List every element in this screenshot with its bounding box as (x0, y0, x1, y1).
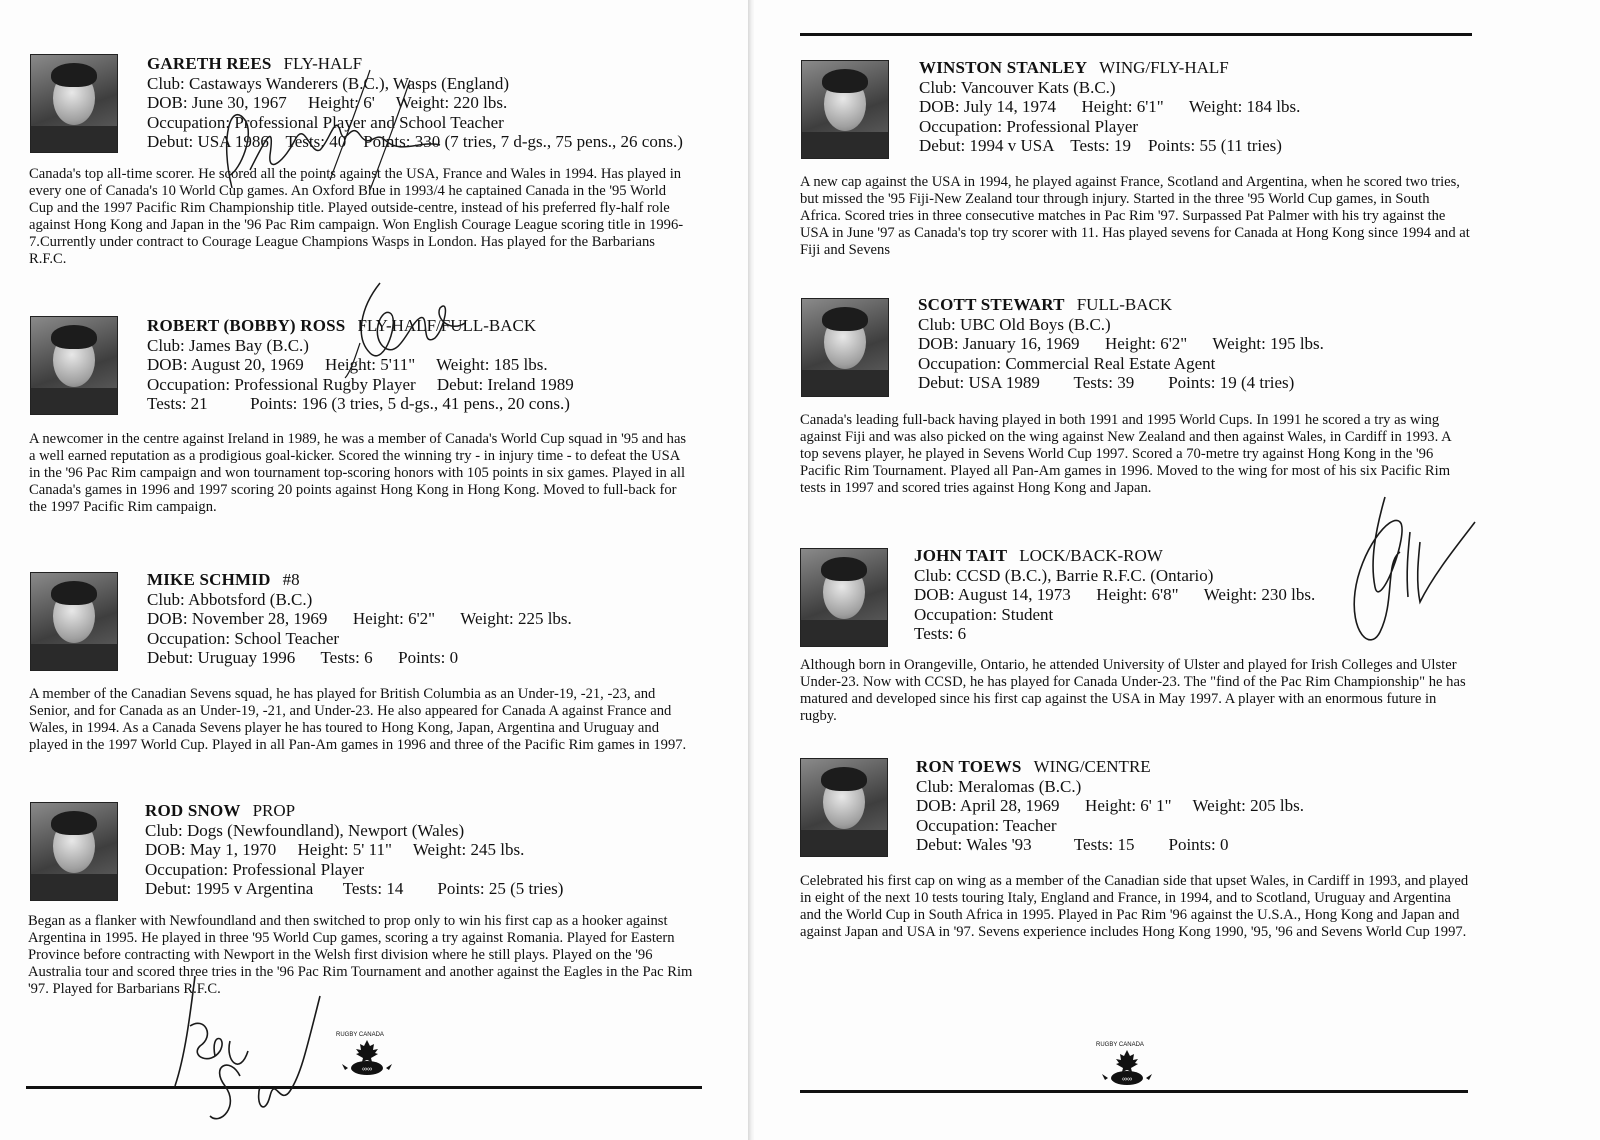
svg-text:∞∞: ∞∞ (362, 1066, 372, 1073)
player-bio-mike-schmid: A member of the Canadian Sevens squad, he has played for British Columbia as an Under-19, -21, -23, and Senior, and for Canada as an Under-19, -21, and Under-23. He also appeared for Canada A against France and Wales, in 1994. As a Canada Sevens player he has toured to Hong Kong, Japan, Argentina and Uruguay and played in the 1997 World Cup. Played in all Pan-Am games in 1996 and three of the Pacific Rim games in 1997. (29, 686, 687, 754)
player-info-gareth-rees (147, 54, 683, 152)
player-name: WINSTON STANLEY (919, 58, 1088, 77)
player-photo-winston-stanley (801, 60, 889, 159)
player-name: GARETH REES (147, 54, 272, 73)
maple-leaf-icon (356, 1040, 378, 1062)
player-photo-rod-snow (30, 802, 118, 901)
bottom-rule-right (800, 1090, 1468, 1093)
player-occupation: Occupation: Student (914, 604, 1054, 624)
player-position: WING/CENTRE (1033, 757, 1151, 776)
player-bio-ron-toews: Celebrated his first cap on wing as a member of the Canadian side that upset Wales, in Cardiff in 1993, and played in eight of the next 10 tests touring Italy, England and France, in 1994, and to Scotland, Uruguay and Argentina and the World Cup in South Africa in 1995. Played in Pac Rim '96 against the U.S.A., Hong Kong and Japan and against Japan and USA in '97. Sevens experience includes Hong Kong 1990, '95, '96 and Sevens World Cup 1997. (800, 873, 1469, 941)
player-info-rod-snow (145, 801, 563, 899)
player-dob: DOB: May 1, 1970 Height: 5' 11" Weight: 245 lbs. (145, 840, 525, 859)
player-position: FULL-BACK (1076, 295, 1173, 314)
player-name: MIKE SCHMID (147, 570, 271, 589)
player-position: FLY-HALF (283, 54, 363, 73)
player-occupation: Occupation: Teacher (916, 815, 1057, 835)
player-info-scott-stewart (918, 295, 1324, 393)
player-name: ROBERT (BOBBY) ROSS (147, 316, 346, 335)
player-position: FLY-HALF/FULL-BACK (357, 316, 537, 335)
player-debut: Debut: 1995 v Argentina Tests: 14 Points: 25 (5 tries) (145, 879, 564, 898)
player-club: Club: UBC Old Boys (B.C.) (918, 314, 1111, 334)
rugby-canada-logo (330, 1026, 404, 1078)
player-photo-mike-schmid (30, 572, 118, 671)
player-club: Club: Abbotsford (B.C.) (147, 589, 313, 609)
player-name: SCOTT STEWART (918, 295, 1065, 314)
player-occupation: Occupation: School Teacher (147, 628, 340, 648)
player-name: ROD SNOW (145, 801, 241, 820)
player-info-mike-schmid (147, 570, 572, 668)
player-debut: Debut: Wales '93 Tests: 15 Points: 0 (916, 835, 1229, 854)
player-tests: Tests: 21 Points: 196 (3 tries, 5 d-gs., 41 pens., 20 cons.) (147, 394, 570, 413)
player-debut: Debut: USA 1989 Tests: 39 Points: 19 (4 tries) (918, 373, 1295, 392)
player-dob: DOB: July 14, 1974 Height: 6'1" Weight: 184 lbs. (919, 97, 1301, 116)
player-position: WING/FLY-HALF (1099, 58, 1229, 77)
player-bio-winston-stanley: A new cap against the USA in 1994, he played against France, Scotland and Argentina, when he scored two tries, but missed the '95 Fiji-New Zealand tour through injury. Started in the three '95 World Cup games, in South Africa. Scored tries in three consecutive matches in Pac Rim '97. Surpassed Pat Palmer with his try against the USA in June '97 as Canada's top try scorer with 11. Has played sevens for Canada at Hong Kong since 1994 and at Fiji and Sevens (800, 174, 1470, 259)
player-bio-scott-stewart: Canada's leading full-back having played in both 1991 and 1995 World Cups. In 1991 he scored a try as wing against Fiji and was also picked on the wing against New Zealand and then against Wales, in Cardiff in 1993. A top sevens player, he played in Sevens World Cup 1997. Scored a 70-metre try against Hong Kong in the '96 Pacific Rim Tournament. Played all Pan-Am games in 1996. Moved to the wing for most of his six Pacific Rim tests in 1997 and scored tries against Hong Kong and Japan. (800, 412, 1451, 497)
logo-text: RUGBY CANADA (1096, 1042, 1144, 1048)
player-occupation: Occupation: Professional Player (919, 116, 1139, 136)
player-tests: Tests: 6 (914, 624, 967, 643)
player-name: RON TOEWS (916, 757, 1022, 776)
rugby-canada-logo-right (1090, 1036, 1164, 1088)
logo-text: RUGBY CANADA (336, 1032, 384, 1038)
player-debut: Debut: USA 1986 Tests: 40 Points: 330 (7 tries, 7 d-gs., 75 pens., 26 cons.) (147, 132, 683, 151)
player-club: Club: James Bay (B.C.) (147, 335, 309, 355)
player-info-john-tait (914, 546, 1315, 644)
player-position: #8 (282, 570, 300, 589)
player-info-winston-stanley (919, 58, 1300, 156)
player-dob: DOB: April 28, 1969 Height: 6' 1" Weight: 205 lbs. (916, 796, 1304, 815)
player-position: LOCK/BACK-ROW (1019, 546, 1163, 565)
player-dob: DOB: January 16, 1969 Height: 6'2" Weight: 195 lbs. (918, 334, 1324, 353)
player-info-bobby-ross (147, 316, 574, 414)
player-club: Club: Castaways Wanderers (B.C.), Wasps (England) (147, 73, 510, 93)
player-info-ron-toews (916, 757, 1304, 855)
player-club: Club: CCSD (B.C.), Barrie R.F.C. (Ontario) (914, 565, 1214, 585)
player-dob: DOB: August 14, 1973 Height: 6'8" Weight: 230 lbs. (914, 585, 1316, 604)
player-photo-scott-stewart (801, 298, 889, 397)
maple-leaf-icon (1116, 1050, 1138, 1072)
player-club: Club: Vancouver Kats (B.C.) (919, 77, 1116, 97)
svg-text:∞∞: ∞∞ (1122, 1076, 1132, 1083)
player-debut: Debut: 1994 v USA Tests: 19 Points: 55 (11 tries) (919, 136, 1282, 155)
player-club: Club: Meralomas (B.C.) (916, 776, 1082, 796)
player-occupation: Occupation: Professional Player (145, 859, 365, 879)
player-dob: DOB: November 28, 1969 Height: 6'2" Weight: 225 lbs. (147, 609, 572, 628)
player-position: PROP (252, 801, 296, 820)
player-photo-john-tait (800, 548, 888, 647)
player-bio-gareth-rees: Canada's top all-time scorer. He scored all the points against the USA, France and Wales in 1994. Has played in every one of Canada's 10 World Cup games. An Oxford Blue in 1993/4 he captained Canada in the '95 World Cup and the 1997 Pacific Rim Championship title. Played outside-centre, instead of his preferred fly-half role against Hong Kong and Japan in the '96 Pac Rim campaign. Won English Courage League scoring title in 1996-7.Currently under contract to Courage League Champions Wasps in London. Has played for the Barbarians R.F.C. (29, 166, 684, 268)
player-occupation: Occupation: Professional Rugby Player Debut: Ireland 1989 (147, 374, 574, 394)
player-club: Club: Dogs (Newfoundland), Newport (Wales) (145, 820, 465, 840)
player-photo-gareth-rees (30, 54, 118, 153)
bottom-rule-left (26, 1086, 702, 1089)
player-name: JOHN TAIT (914, 546, 1008, 565)
player-occupation: Occupation: Commercial Real Estate Agent (918, 353, 1216, 373)
player-photo-bobby-ross (30, 316, 118, 415)
player-bio-bobby-ross: A newcomer in the centre against Ireland in 1989, he was a member of Canada's World Cup squad in '95 and has a well earned reputation as a prodigious goal-kicker. Scored the winning try - in injury time - to defeat the USA in the '96 Pac Rim campaign and won tournament top-scoring honors with 105 points in six games. Played in all Canada's games in 1996 and 1997 scoring 20 points against Hong Kong in Hong Kong. Moved to full-back for the 1997 Pacific Rim campaign. (29, 431, 687, 516)
top-rule-right (800, 33, 1472, 36)
player-debut: Debut: Uruguay 1996 Tests: 6 Points: 0 (147, 648, 459, 667)
player-bio-rod-snow: Began as a flanker with Newfoundland and then switched to prop only to win his first cap as a hooker against Argentina in 1995. He played in three '95 World Cup games, scoring a try against Romania. Played for Eastern Province before contracting with Newport in the Welsh first division where he still plays. Played on the '96 Australia tour and scored three tries in the '96 Pac Rim Tournament and another against the Eagles in the Pac Rim '97. Played for Barbarians R.F.C. (28, 913, 693, 998)
player-dob: DOB: June 30, 1967 Height: 6' Weight: 220 lbs. (147, 93, 508, 112)
player-dob: DOB: August 20, 1969 Height: 5'11" Weight: 185 lbs. (147, 355, 548, 374)
player-occupation: Occupation: Professional Player and School Teacher (147, 112, 504, 132)
player-bio-john-tait: Although born in Orangeville, Ontario, he attended University of Ulster and played for Irish Colleges and Ulster Under-23. Now with CCSD, he has played for Canada Under-23. The "find of the Pac Rim Championship" he has matured and developed since his first cap against the USA in May 1997. A player with an enormous future in rugby. (800, 657, 1466, 725)
player-photo-ron-toews (800, 758, 888, 857)
